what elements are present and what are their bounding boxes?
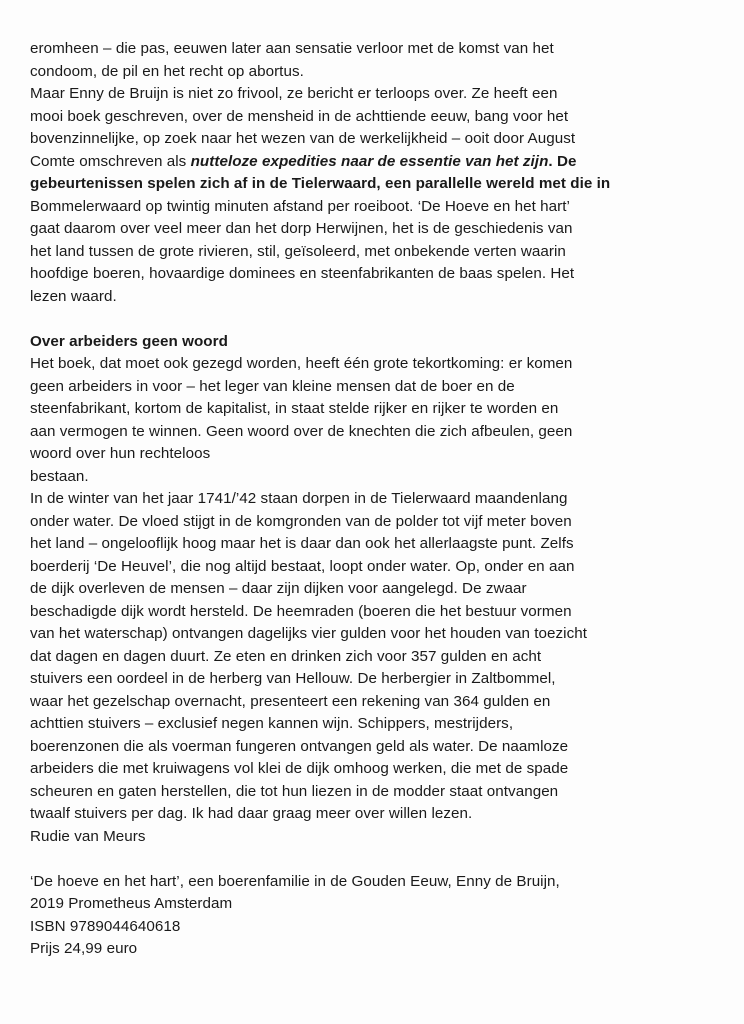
- text-line: de dijk overleven de mensen – daar zijn dijken voor aangelegd. De zwaar: [30, 580, 527, 597]
- comte-suffix: . De: [548, 152, 577, 170]
- text-line: beschadigde dijk wordt hersteld. De heemraden (boeren die het bestuur vormen: [30, 602, 572, 620]
- text-line: van het waterschap) ontvangen dagelijks vier gulden voor het houden van toezicht: [30, 625, 588, 642]
- text-line: gaat daarom over veel meer dan het dorp Herwijnen, het is de geschiedenis van: [30, 220, 573, 237]
- text-line: gebeurtenissen spelen zich af in de Tielerwaard, een parallelle wereld met die in: [30, 175, 611, 192]
- comte-quote: nutteloze expedities naar de essentie van het zijn: [190, 152, 549, 170]
- paragraph-spacer: [30, 848, 720, 871]
- text-line: achttien stuivers – exclusief negen kannen wijn. Schippers, mestrijders,: [30, 715, 514, 732]
- text-line: geen arbeiders in voor – het leger van kleine mensen dat de boer en de: [30, 377, 515, 395]
- book-info-line: ISBN 9789044640618: [30, 917, 181, 935]
- text-line: dat dagen en dagen duurt. Ze eten en drinken zich voor 357 gulden en acht: [30, 647, 542, 665]
- text-line: scheuren en gaten herstellen, die tot hun liezen in de modder staat ontvangen: [30, 782, 559, 800]
- text-line: hoofdige boeren, hovaardige dominees en steenfabrikanten de baas spelen. Het: [30, 265, 575, 282]
- text-line: boerderij ‘De Heuvel’, die nog altijd bestaat, loopt onder water. Op, onder en aan: [30, 557, 575, 575]
- text-line: In de winter van het jaar 1741/’42 staan dorpen in de Tielerwaard maandenlang: [30, 490, 568, 507]
- text-line: onder water. De vloed stijgt in de komgronden van de polder tot vijf meter boven: [30, 512, 572, 530]
- text-line: mooi boek geschreven, over de mensheid in de achttiende eeuw, bang voor het: [30, 107, 569, 125]
- text-line: Bommelerwaard op twintig minuten afstand per roeiboot. ‘De Hoeve en het hart’: [30, 197, 570, 215]
- text-line: Maar Enny de Bruijn is niet zo frivool, ze bericht er terloops over. Ze heeft een: [30, 85, 558, 102]
- text-line: bovenzinnelijke, op zoek naar het wezen van de werkelijkheid – ooit door August: [30, 130, 576, 147]
- book-info-line: Prijs 24,99 euro: [30, 940, 138, 957]
- text-line: waar het gezelschap overnacht, presenteert een rekening van 364 gulden en: [30, 692, 551, 710]
- text-line: aan vermogen te winnen. Geen woord over de knechten die zich afbeulen, geen: [30, 422, 573, 440]
- author-signature: Rudie van Meurs: [30, 827, 146, 845]
- comte-prefix: Comte omschreven als: [30, 152, 191, 170]
- text-line: Het boek, dat moet ook gezegd worden, heeft één grote tekortkoming: er komen: [30, 355, 573, 372]
- text-line: boerenzonen die als voerman fungeren ontvangen geld als water. De naamloze: [30, 737, 569, 755]
- text-line: bestaan.: [30, 467, 89, 485]
- text-line: het land – ongelooflijk hoog maar het is daar dan ook het allerlaagste punt. Zelfs: [30, 535, 574, 552]
- article-text: [30, 38, 720, 961]
- text-line: eromheen – die pas, eeuwen later aan sensatie verloor met de komst van het: [30, 40, 554, 57]
- text-line: woord over hun rechteloos: [30, 445, 211, 462]
- text-line: stuivers een oordeel in de herberg van Hellouw. De herbergier in Zaltbommel,: [30, 670, 556, 687]
- text-line: het land tussen de grote rivieren, stil, geïsoleerd, met onbekende verten waarin: [30, 242, 566, 260]
- text-line: arbeiders die met kruiwagens vol klei de dijk omhoog werken, die met de spade: [30, 760, 569, 777]
- text-line: condoom, de pil en het recht op abortus.: [30, 62, 304, 80]
- text-line-comte: [30, 151, 720, 174]
- book-info-line: 2019 Prometheus Amsterdam: [30, 895, 233, 912]
- paragraph-spacer: [30, 308, 720, 331]
- text-line: steenfabrikant, kortom de kapitalist, in staat stelde rijker en rijker te worden en: [30, 400, 559, 417]
- section-heading: Over arbeiders geen woord: [30, 332, 228, 350]
- text-line: lezen waard.: [30, 287, 117, 305]
- book-info-line: ‘De hoeve en het hart’, een boerenfamilie in de Gouden Eeuw, Enny de Bruijn,: [30, 872, 560, 890]
- text-line: twaalf stuivers per dag. Ik had daar graag meer over willen lezen.: [30, 805, 473, 822]
